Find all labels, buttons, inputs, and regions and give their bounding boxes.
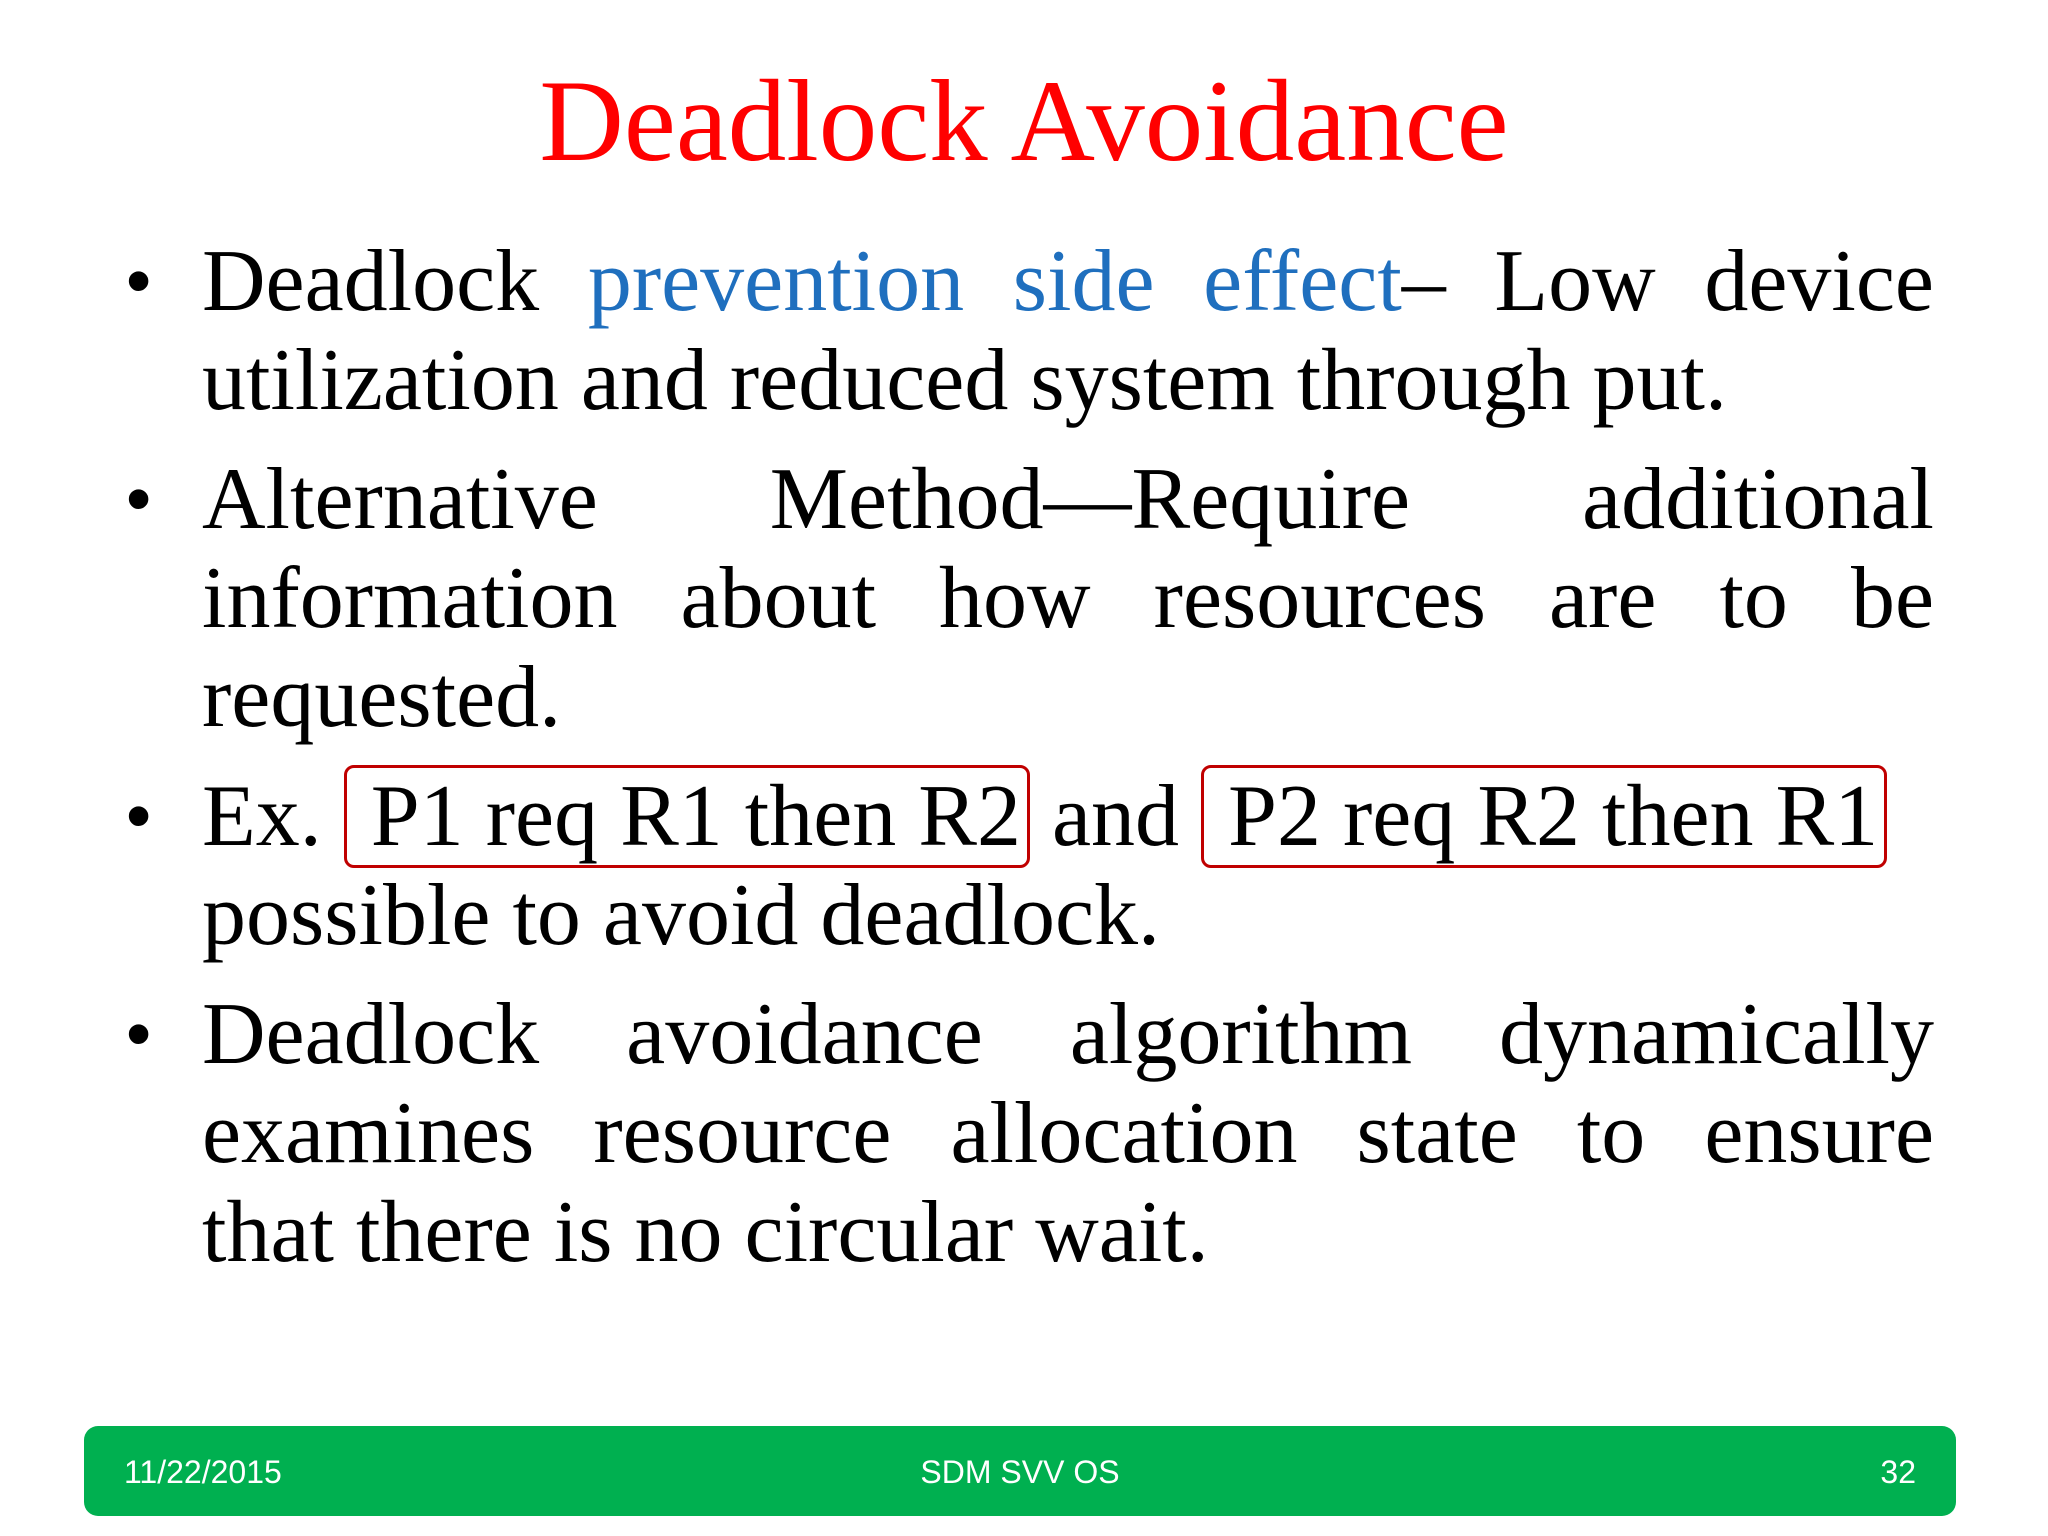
- bullet-line: that there is no circular wait.: [202, 1184, 1209, 1281]
- bullet-line: [202, 767, 1934, 866]
- bullet-line: requested.: [202, 649, 562, 746]
- highlight-box-p2: P2 req R2 then R1: [1201, 765, 1887, 868]
- bullet-line: examines resource allocation state to ensure: [202, 1085, 1934, 1182]
- bullet-line: possible to avoid deadlock.: [202, 867, 1161, 964]
- footer-date: 11/22/2015: [124, 1454, 282, 1490]
- bullet-line: Deadlock avoidance algorithm dynamically: [202, 986, 1934, 1083]
- footer-bar: [84, 1426, 1956, 1516]
- bullet-item: [118, 985, 1934, 1282]
- bullet-dot: •: [126, 994, 152, 1074]
- bullet-item: [118, 767, 1934, 965]
- bullet-text: – Low device: [1401, 233, 1934, 330]
- bullet-list: [118, 232, 1934, 1302]
- bullet-text: Deadlock: [202, 233, 588, 330]
- bullet-item: [118, 232, 1934, 430]
- bullet-dot: •: [126, 776, 152, 856]
- highlight-box-p1: P1 req R1 then R2: [344, 765, 1030, 868]
- page-number: 32: [1880, 1454, 1916, 1490]
- bullet-dot: •: [126, 241, 152, 321]
- bullet-dot: •: [126, 459, 152, 539]
- bullet-line: information about how resources are to be: [202, 550, 1934, 647]
- bullet-line: [202, 232, 1934, 331]
- example-prefix: Ex.: [202, 768, 322, 865]
- connector-text: and: [1051, 768, 1180, 865]
- bullet-item: [118, 450, 1934, 747]
- slide-title: Deadlock Avoidance: [539, 57, 1509, 186]
- bullet-line: Alternative Method—Require additional: [202, 451, 1934, 548]
- highlight-text: prevention side effect: [587, 233, 1402, 330]
- footer-title: SDM SVV OS: [920, 1454, 1120, 1490]
- bullet-line: utilization and reduced system through put.: [202, 332, 1728, 429]
